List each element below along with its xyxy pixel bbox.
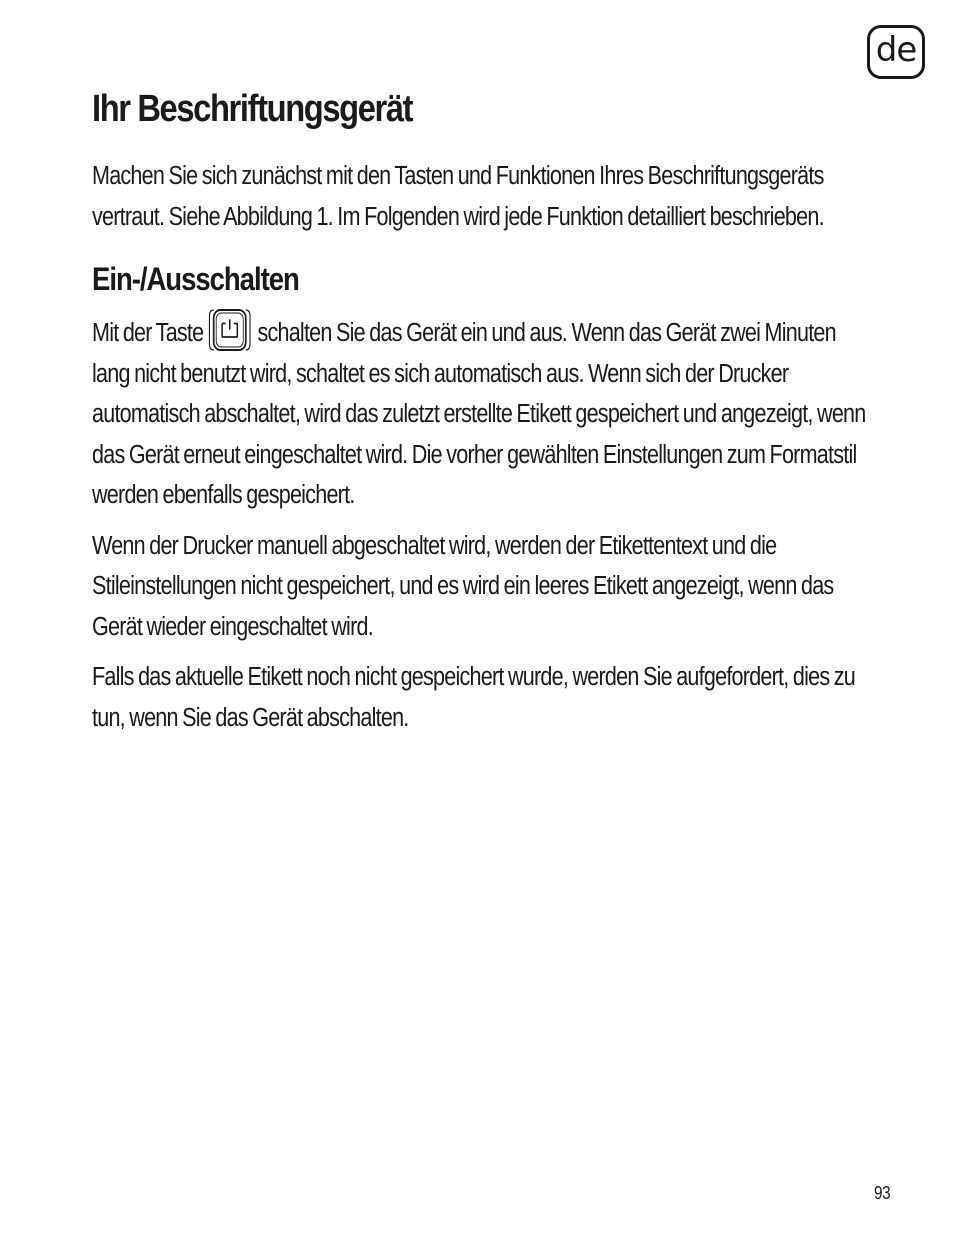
page-content xyxy=(92,82,892,738)
section-heading: Ein-/Ausschalten xyxy=(92,261,299,297)
page-title: Ihr Beschriftungsgerät xyxy=(92,88,413,130)
unsaved-label-paragraph: Falls das aktuelle Etikett noch nicht gespeichert wurde, werden Sie aufgefordert, dies zu tun, wenn Sie das Gerät abschalten. xyxy=(92,663,855,732)
power-text-after: schalten Sie das Gerät ein und aus. Wenn das Gerät zwei Minuten lang nicht benutzt wird, schaltet es sich automatisch aus. Wenn sich der Drucker automatisch abschaltet, wird das zuletzt erstellte Etikett gespeichert und angezeigt, wenn das Gerät erneut eingeschaltet wird. Die vorher gewählten Einstellungen zum Formatstil werden ebenfalls gespeichert. xyxy=(92,319,866,509)
power-key-icon xyxy=(207,307,253,353)
language-badge: de xyxy=(867,25,925,79)
intro-paragraph: Machen Sie sich zunächst mit den Tasten und Funktionen Ihres Beschriftungsgeräts vertraut. Siehe Abbildung 1. Im Folgenden wird jede Funktion detailliert beschrieben. xyxy=(92,162,824,231)
power-text-before: Mit der Taste xyxy=(92,319,204,347)
page-number: 93 xyxy=(874,1183,891,1203)
power-paragraph xyxy=(92,307,878,516)
manual-off-paragraph: Wenn der Drucker manuell abgeschaltet wird, werden der Etikettentext und die Stileinstellungen nicht gespeichert, und es wird ein leeres Etikett angezeigt, wenn das Gerät wieder eingeschaltet wird. xyxy=(92,531,834,641)
